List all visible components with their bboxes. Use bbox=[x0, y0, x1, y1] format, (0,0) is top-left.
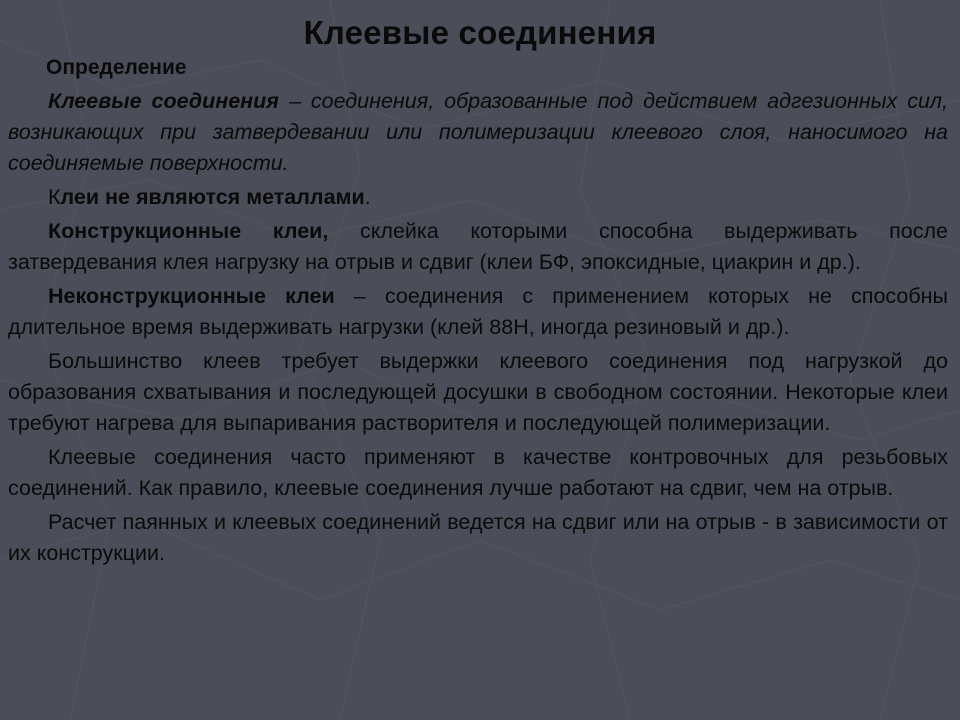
not-metals-bold: леи не являются металлами bbox=[60, 185, 365, 209]
nonstructural-adhesives-term: Неконструкционные клеи bbox=[48, 284, 335, 308]
definition-heading: Определение bbox=[46, 56, 187, 79]
definition-term: Клеевые соединения bbox=[48, 89, 279, 113]
not-metals-text: . bbox=[364, 185, 371, 209]
locking-paragraph: Клеевые соединения часто применяют в качестве контровочных для резьбовых соединений. Как правило, клеевые соединения лучше работают на сдвиг, чем на отрыв. bbox=[8, 445, 948, 500]
not-metals-paragraph bbox=[8, 182, 948, 213]
definition-text: – соединения, образованные под действием адгезионных сил, возникающих при затвердевании или полимеризации клеевого слоя, наносимого на соединяемые поверхности. bbox=[8, 89, 948, 175]
nonstructural-adhesives-text: – соединения с применением которых не способны длительное время выдерживать нагрузки (клей 88Н, иногда резиновый и др.). bbox=[8, 284, 948, 339]
slide-body bbox=[8, 86, 948, 572]
nonstructural-adhesives-paragraph bbox=[8, 281, 948, 343]
structural-adhesives-text: склейка которыми способна выдерживать после затвердевания клея нагрузку на отрыв и сдвиг (клеи БФ, эпоксидные, циакрин и др.). bbox=[8, 219, 948, 274]
definition-paragraph bbox=[8, 86, 948, 179]
curing-paragraph: Большинство клеев требует выдержки клеевого соединения под нагрузкой до образования схватывания и последующей досушки в свободном состоянии. Некоторые клеи требуют нагрева для выпаривания растворителя и последующей полимеризации. bbox=[8, 349, 948, 435]
not-metals-prefix: К bbox=[48, 185, 61, 209]
slide-title: Клеевые соединения bbox=[303, 14, 657, 51]
structural-adhesives-paragraph bbox=[8, 216, 948, 278]
calculation-paragraph: Расчет паянных и клеевых соединений ведется на сдвиг или на отрыв - в зависимости от их конструкции. bbox=[8, 510, 948, 565]
structural-adhesives-term: Конструкционные клеи, bbox=[48, 219, 329, 243]
